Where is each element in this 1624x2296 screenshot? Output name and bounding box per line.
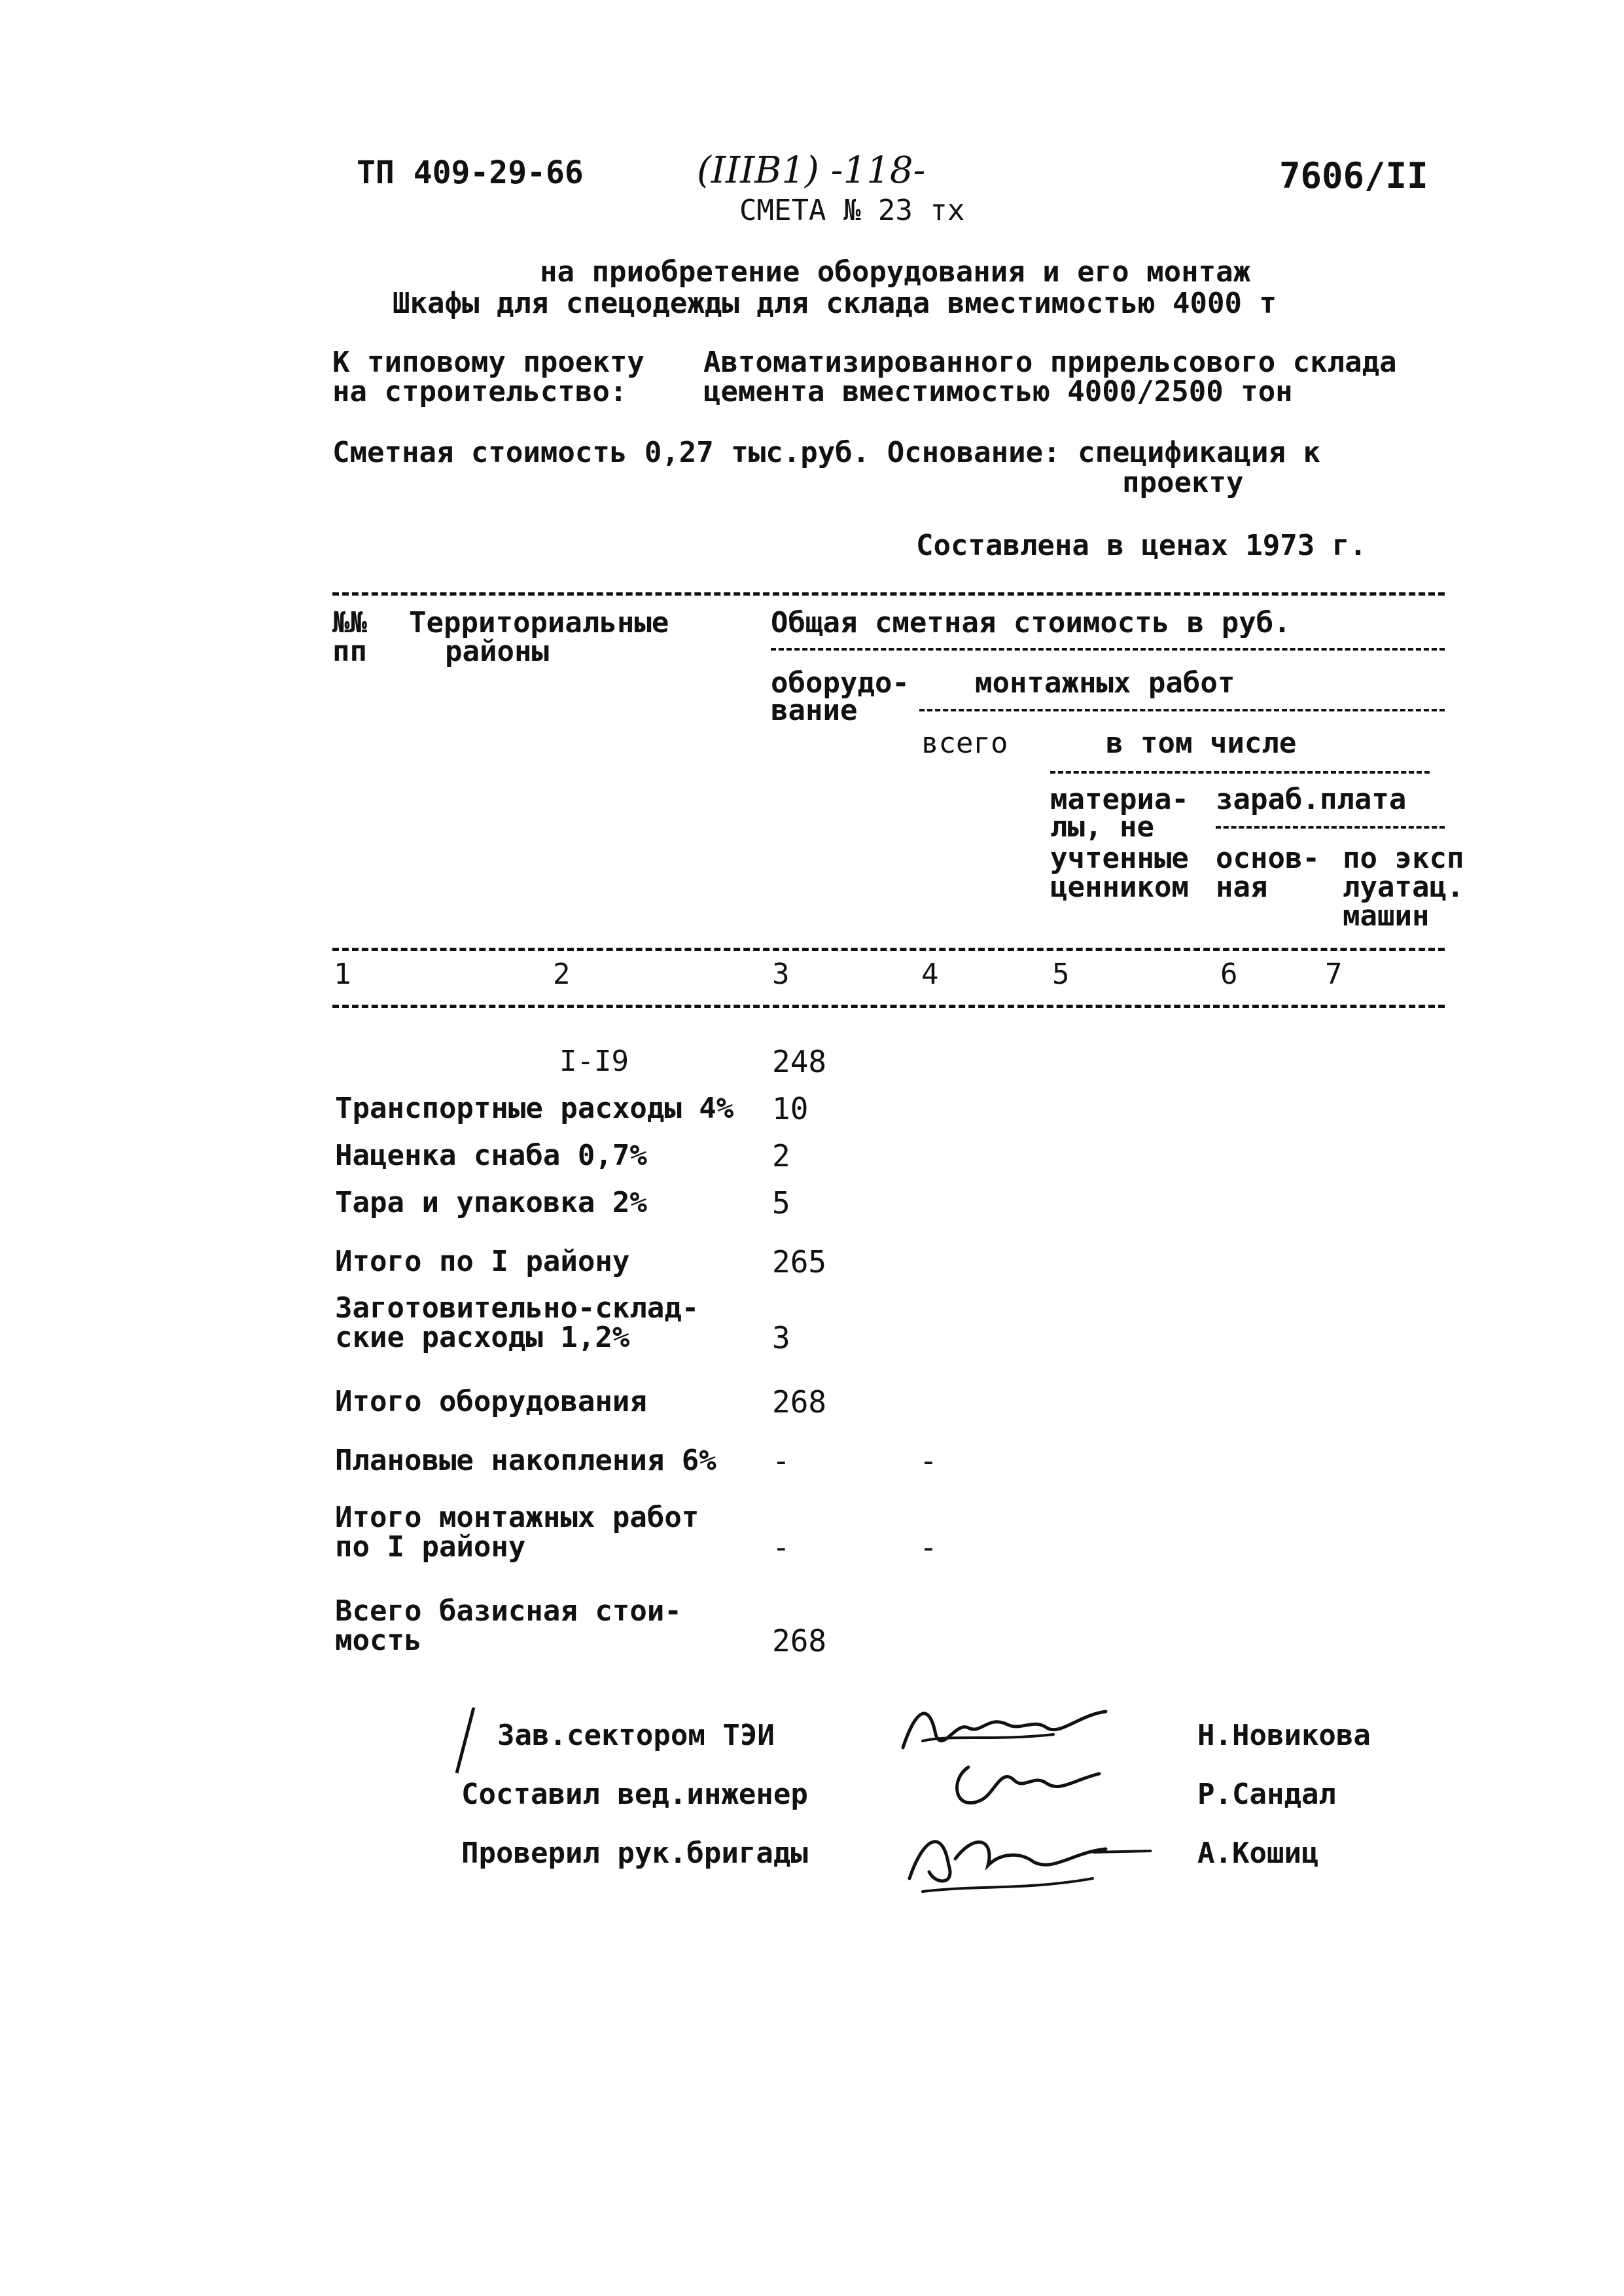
col-num-header-1: №№	[332, 606, 367, 639]
col-number-2: 2	[553, 958, 571, 991]
project-label-1: К типовому проекту	[332, 346, 644, 379]
col-number-7: 7	[1325, 958, 1343, 991]
col-all-header: всего	[921, 726, 1008, 760]
table-row-label-continued: ские расходы 1,2%	[335, 1321, 630, 1354]
archive-number: 7606/II	[1279, 155, 1428, 196]
subject-line-1: на приобретение оборудования и его монтаж	[540, 255, 1251, 289]
header-rule-3	[1050, 771, 1430, 774]
handwritten-signature	[896, 1813, 1158, 1898]
col-materials-header-1: материа-	[1050, 783, 1189, 816]
table-row-label: Итого по I району	[335, 1245, 630, 1278]
table-row-label: I-I9	[559, 1045, 629, 1078]
table-row-value: 265	[772, 1244, 827, 1280]
handwritten-signature	[896, 1695, 1119, 1761]
table-row-label: Транспортные расходы 4%	[335, 1092, 734, 1125]
table-row-label: Итого оборудования	[335, 1385, 647, 1418]
table-row-value-col4: -	[919, 1443, 938, 1479]
project-value-1: Автоматизированного прирельсового склада	[703, 346, 1397, 379]
table-row-value: 248	[772, 1044, 827, 1079]
signature-name: Р.Сандал	[1197, 1778, 1336, 1811]
signature-role: Зав.сектором ТЭИ	[497, 1719, 775, 1752]
col-number-3: 3	[772, 958, 790, 991]
header-rule-2	[919, 709, 1445, 711]
handwritten-signature	[942, 1754, 1112, 1820]
table-row-value: -	[772, 1530, 790, 1565]
signature-name: Н.Новикова	[1197, 1719, 1371, 1752]
col-basic-wage-header-2: ная	[1216, 870, 1268, 904]
table-row-value: 3	[772, 1320, 790, 1355]
table-row-value: 2	[772, 1138, 790, 1174]
col-materials-header-2: лы, не	[1050, 810, 1154, 844]
col-regions-header-1: Территориальные	[409, 606, 669, 639]
estimated-cost: Сметная стоимость 0,27 тыс.руб. Основание: спецификация к	[332, 436, 1320, 469]
col-number-6: 6	[1220, 958, 1238, 991]
header-rule-1	[771, 648, 1445, 651]
col-number-1: 1	[334, 958, 351, 991]
table-row-label: Заготовительно-склад-	[335, 1291, 699, 1325]
col-mount-header: монтажных работ	[975, 666, 1235, 700]
col-number-5: 5	[1052, 958, 1070, 991]
signature-name: А.Кошиц	[1197, 1837, 1319, 1870]
col-number-4: 4	[921, 958, 939, 991]
col-equipment-header-2: вание	[771, 694, 858, 727]
project-value-2: цемента вместимостью 4000/2500 тон	[703, 375, 1293, 408]
col-machines-header-1: по эксп	[1343, 842, 1464, 875]
table-row-value: -	[772, 1443, 790, 1479]
col-wages-header: зараб.плата	[1216, 783, 1407, 816]
subject-line-2: Шкафы для спецодежды для склада вместимостью 4000 т	[393, 287, 1277, 320]
table-row-value: 268	[772, 1623, 827, 1659]
table-row-label: Всего базисная стои-	[335, 1594, 682, 1628]
table-top-rule	[332, 592, 1445, 596]
col-machines-header-3: машин	[1343, 899, 1430, 933]
table-row-label: Итого монтажных работ	[335, 1501, 699, 1534]
header-bottom-rule	[332, 948, 1445, 951]
table-row-label-continued: мость	[335, 1624, 422, 1657]
col-total-cost-header: Общая сметная стоимость в руб.	[771, 606, 1291, 639]
signature-role: Проверил рук.бригады	[461, 1837, 808, 1870]
header-rule-4	[1216, 826, 1445, 829]
signature-role: Составил вед.инженер	[461, 1778, 808, 1811]
project-code: ТП 409-29-66	[357, 154, 584, 191]
handwritten-reference: (IIIВ1) -118-	[697, 149, 926, 192]
col-machines-header-2: луатац.	[1343, 870, 1464, 904]
col-equipment-header-1: оборудо-	[771, 666, 909, 700]
table-row-label: Плановые накопления 6%	[335, 1444, 716, 1477]
col-including-header: в том числе	[1106, 726, 1297, 760]
slash-mark	[451, 1705, 478, 1777]
col-num-header-2: пп	[332, 635, 367, 668]
project-label-2: на строительство:	[332, 375, 627, 408]
col-materials-header-4: ценником	[1050, 870, 1189, 904]
table-row-value: 10	[772, 1091, 809, 1126]
table-row-label: Тара и упаковка 2%	[335, 1186, 647, 1219]
table-row-value: 5	[772, 1185, 790, 1221]
table-row-value-col4: -	[919, 1530, 938, 1565]
table-row-label: Наценка снаба 0,7%	[335, 1139, 647, 1172]
estimated-cost-continued: проекту	[1122, 466, 1244, 499]
col-numbers-bottom-rule	[332, 1005, 1445, 1008]
col-basic-wage-header-1: основ-	[1216, 842, 1320, 875]
col-materials-header-3: учтенные	[1050, 842, 1189, 875]
estimate-title: СМЕТА № 23 тх	[739, 194, 965, 227]
price-basis: Составлена в ценах 1973 г.	[916, 529, 1367, 562]
table-row-value: 268	[772, 1384, 827, 1420]
col-regions-header-2: районы	[445, 635, 549, 668]
table-row-label-continued: по I району	[335, 1530, 526, 1564]
